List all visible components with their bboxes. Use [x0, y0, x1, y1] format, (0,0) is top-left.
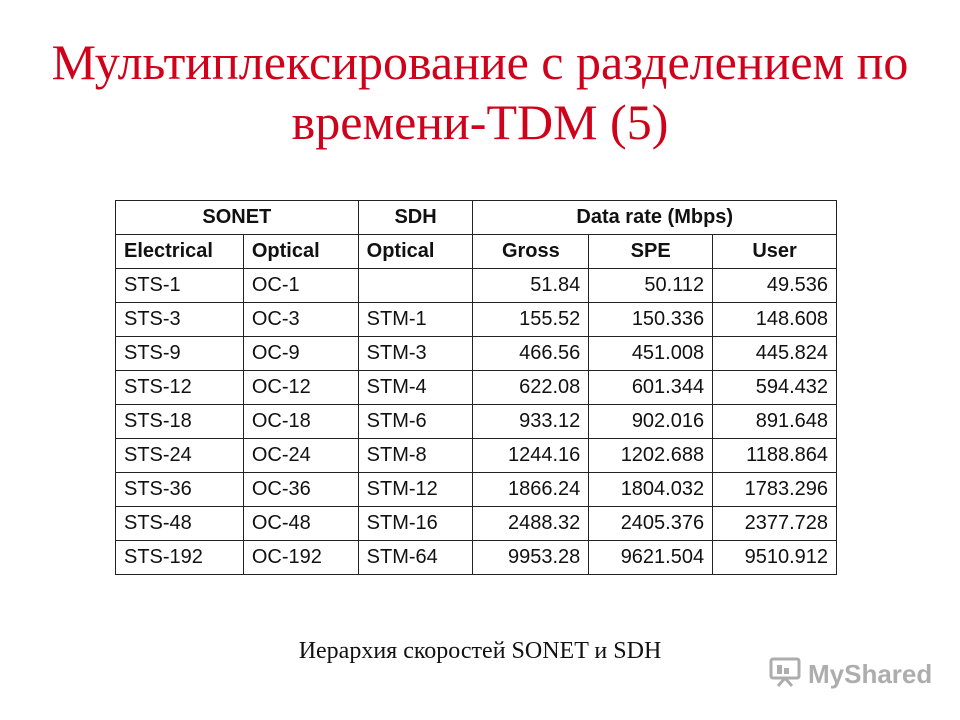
cell-user: 891.648	[713, 405, 837, 439]
cell-gross: 2488.32	[473, 507, 589, 541]
cell-optical: OC-12	[243, 371, 358, 405]
cell-gross: 622.08	[473, 371, 589, 405]
cell-electrical: STS-3	[116, 303, 244, 337]
group-header-row	[116, 201, 837, 235]
header-optical-sdh: Optical	[358, 235, 473, 269]
cell-sdh: STM-8	[358, 439, 473, 473]
cell-user: 1783.296	[713, 473, 837, 507]
watermark-text: MyShared	[808, 658, 933, 689]
header-data-rate: Data rate (Mbps)	[473, 201, 837, 235]
table-caption: Иерархия скоростей SONET и SDH	[298, 638, 662, 664]
cell-sdh: STM-6	[358, 405, 473, 439]
cell-optical: OC-1	[243, 269, 358, 303]
header-sdh: SDH	[358, 201, 473, 235]
cell-sdh: STM-64	[358, 541, 473, 575]
cell-electrical: STS-1	[116, 269, 244, 303]
presentation-board-icon	[768, 656, 802, 693]
slide-title	[0, 32, 960, 152]
cell-gross: 9953.28	[473, 541, 589, 575]
cell-spe: 902.016	[589, 405, 713, 439]
watermark	[768, 654, 932, 694]
cell-sdh: STM-3	[358, 337, 473, 371]
cell-user: 1188.864	[713, 439, 837, 473]
table-row	[116, 303, 837, 337]
table-row	[116, 473, 837, 507]
cell-gross: 155.52	[473, 303, 589, 337]
cell-sdh: STM-16	[358, 507, 473, 541]
table-row	[116, 337, 837, 371]
table-row	[116, 405, 837, 439]
header-sonet: SONET	[116, 201, 359, 235]
cell-spe: 9621.504	[589, 541, 713, 575]
cell-spe: 150.336	[589, 303, 713, 337]
cell-sdh	[358, 269, 473, 303]
header-user: User	[713, 235, 837, 269]
header-electrical: Electrical	[116, 235, 244, 269]
cell-spe: 50.112	[589, 269, 713, 303]
table-row	[116, 541, 837, 575]
cell-sdh: STM-1	[358, 303, 473, 337]
cell-sdh: STM-12	[358, 473, 473, 507]
table-row	[116, 439, 837, 473]
cell-user: 2377.728	[713, 507, 837, 541]
cell-optical: OC-9	[243, 337, 358, 371]
cell-spe: 451.008	[589, 337, 713, 371]
cell-user: 148.608	[713, 303, 837, 337]
table-row	[116, 507, 837, 541]
cell-electrical: STS-24	[116, 439, 244, 473]
header-spe: SPE	[589, 235, 713, 269]
cell-optical: OC-48	[243, 507, 358, 541]
cell-spe: 1804.032	[589, 473, 713, 507]
cell-sdh: STM-4	[358, 371, 473, 405]
cell-gross: 1866.24	[473, 473, 589, 507]
cell-optical: OC-36	[243, 473, 358, 507]
cell-gross: 933.12	[473, 405, 589, 439]
header-optical-sonet: Optical	[243, 235, 358, 269]
cell-spe: 601.344	[589, 371, 713, 405]
cell-optical: OC-24	[243, 439, 358, 473]
slide-title-line-2: времени-TDM (5)	[291, 94, 669, 150]
cell-user: 49.536	[713, 269, 837, 303]
cell-gross: 51.84	[473, 269, 589, 303]
table-row	[116, 371, 837, 405]
cell-electrical: STS-36	[116, 473, 244, 507]
cell-user: 9510.912	[713, 541, 837, 575]
sub-header-row	[116, 235, 837, 269]
cell-spe: 1202.688	[589, 439, 713, 473]
cell-gross: 466.56	[473, 337, 589, 371]
cell-user: 594.432	[713, 371, 837, 405]
cell-optical: OC-3	[243, 303, 358, 337]
cell-spe: 2405.376	[589, 507, 713, 541]
cell-electrical: STS-48	[116, 507, 244, 541]
cell-user: 445.824	[713, 337, 837, 371]
cell-optical: OC-18	[243, 405, 358, 439]
table-row	[116, 269, 837, 303]
cell-electrical: STS-18	[116, 405, 244, 439]
cell-electrical: STS-9	[116, 337, 244, 371]
slide-title-line-1: Мультиплексирование с разделением по	[51, 34, 909, 90]
header-gross: Gross	[473, 235, 589, 269]
cell-optical: OC-192	[243, 541, 358, 575]
cell-electrical: STS-12	[116, 371, 244, 405]
sonet-sdh-rate-table	[115, 200, 837, 575]
cell-electrical: STS-192	[116, 541, 244, 575]
cell-gross: 1244.16	[473, 439, 589, 473]
